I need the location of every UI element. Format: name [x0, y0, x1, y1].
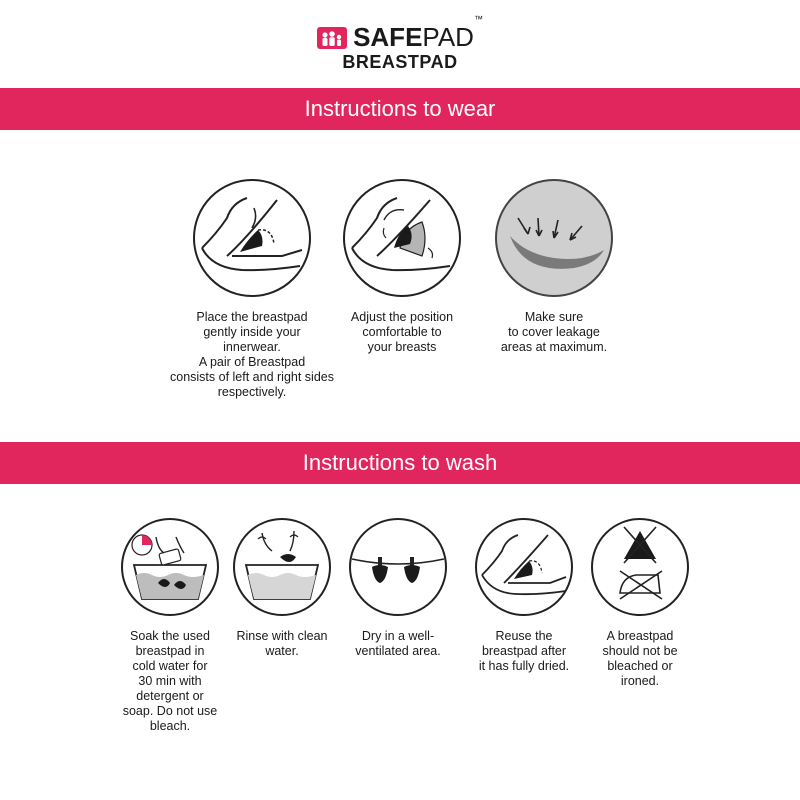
wear-section-banner: Instructions to wear — [0, 88, 800, 130]
brand-name-bold: SAFE — [353, 22, 423, 52]
brand-name — [353, 14, 483, 53]
brand-logo — [0, 14, 800, 73]
wash-step-4-caption: Reuse the breastpad after it has fully dried. — [478, 629, 570, 673]
wear-step-2 — [320, 178, 484, 355]
pad-coverage-icon — [494, 178, 614, 298]
wash-step-4 — [464, 517, 584, 674]
wash-step-3 — [338, 517, 458, 659]
trademark-symbol: ™ — [473, 14, 483, 24]
bra-reuse-icon — [474, 517, 574, 617]
clothesline-icon — [348, 517, 448, 617]
brand-name-light: PAD — [422, 22, 474, 52]
soak-basin-icon — [120, 517, 220, 617]
wash-step-2-caption: Rinse with clean water. — [236, 629, 328, 658]
rinse-basin-icon — [232, 517, 332, 617]
bra-adjust-icon — [342, 178, 462, 298]
wash-step-5-caption: A breastpad should not be bleached or ironed. — [602, 629, 678, 688]
bra-insert-icon — [192, 178, 312, 298]
wear-step-3 — [484, 178, 624, 355]
wash-step-1 — [110, 517, 230, 734]
wash-step-5 — [580, 517, 700, 689]
wear-step-3-caption: Make sure to cover leakage areas at maximum. — [500, 310, 608, 354]
wash-step-1-caption: Soak the used breastpad in cold water for 30 min with detergent or soap. Do not use bleach. — [122, 629, 218, 733]
wash-step-3-caption: Dry in a well- ventilated area. — [355, 629, 441, 658]
product-name-bold: BREAST — [342, 51, 420, 72]
wash-step-2 — [222, 517, 342, 659]
no-bleach-no-iron-icon — [590, 517, 690, 617]
family-logo-icon — [317, 27, 347, 49]
wash-section-banner: Instructions to wash — [0, 442, 800, 484]
wear-step-2-caption: Adjust the position comfortable to your breasts — [350, 310, 454, 354]
wear-step-1-caption: Place the breastpad gently inside your innerwear. A pair of Breastpad consists of left and right sides respectively. — [170, 310, 334, 399]
product-name-light: PAD — [419, 51, 458, 72]
product-name — [0, 52, 800, 73]
